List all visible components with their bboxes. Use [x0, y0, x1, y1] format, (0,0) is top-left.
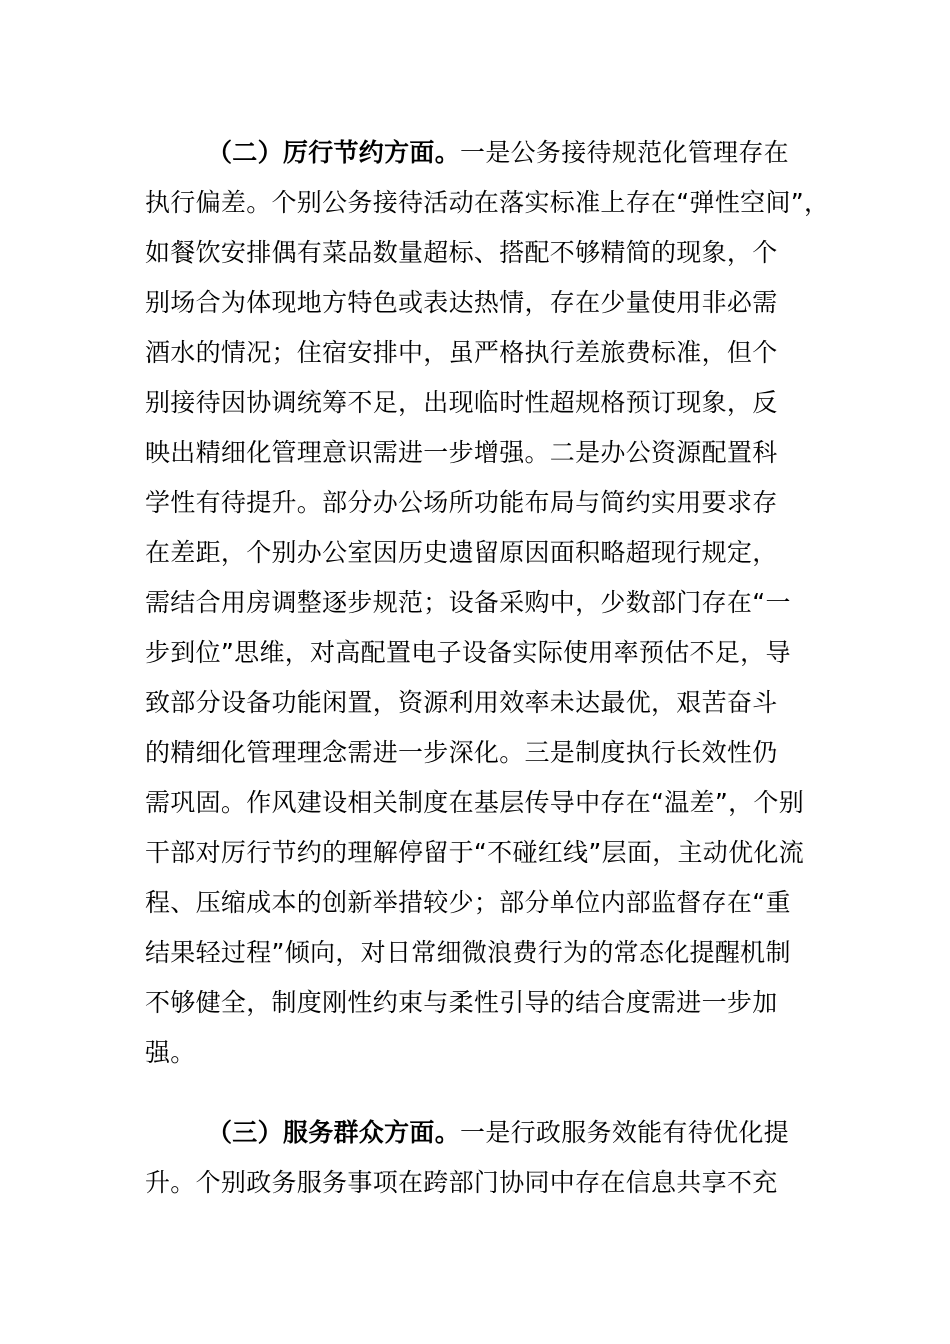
paragraph-line: 映出精细化管理意识需进一步增强。二是办公资源配置科 — [145, 438, 778, 467]
paragraph-line: 需巩固。作风建设相关制度在基层传导中存在“温差”，个别 — [145, 788, 805, 817]
paragraph-text: 一是公务接待规范化管理存在 — [460, 138, 789, 167]
section-service-paragraph — [145, 1108, 805, 1208]
paragraph-line: 步到位”思维，对高配置电子设备实际使用率预估不足，导 — [145, 638, 791, 667]
paragraph-line: 强。 — [145, 1038, 196, 1067]
paragraph-line: 在差距，个别办公室因历史遗留原因面积略超现行规定， — [145, 538, 778, 567]
paragraph-line: 的精细化管理理念需进一步深化。三是制度执行长效性仍 — [145, 738, 778, 767]
paragraph-line: 干部对厉行节约的理解停留于“不碰红线”层面，主动优化流 — [145, 838, 805, 867]
section-frugality-paragraph — [145, 128, 830, 1078]
paragraph-line: 不够健全，制度刚性约束与柔性引导的结合度需进一步加 — [145, 988, 778, 1017]
paragraph-line: 升。个别政务服务事项在跨部门协同中存在信息共享不充 — [145, 1168, 778, 1197]
paragraph-first-line — [145, 128, 805, 178]
paragraph-line: 学性有待提升。部分办公场所功能布局与简约实用要求存 — [145, 488, 778, 517]
section-heading: （二）厉行节约方面。 — [207, 138, 461, 167]
paragraph-text: 一是行政服务效能有待优化提 — [460, 1118, 789, 1147]
paragraph-line: 执行偏差。个别公务接待活动在落实标准上存在“弹性空间”， — [145, 188, 830, 217]
paragraph-line: 需结合用房调整逐步规范；设备采购中，少数部门存在“一 — [145, 588, 791, 617]
paragraph-line: 程、压缩成本的创新举措较少；部分单位内部监督存在“重 — [145, 888, 791, 917]
section-heading: （三）服务群众方面。 — [207, 1118, 461, 1147]
paragraph-line: 致部分设备功能闲置，资源利用效率未达最优，艰苦奋斗 — [145, 688, 778, 717]
paragraph-line: 酒水的情况；住宿安排中，虽严格执行差旅费标准，但个 — [145, 338, 778, 367]
paragraph-first-line — [145, 1108, 805, 1158]
paragraph-line: 别接待因协调统筹不足，出现临时性超规格预订现象，反 — [145, 388, 778, 417]
paragraph-line: 别场合为体现地方特色或表达热情，存在少量使用非必需 — [145, 288, 778, 317]
paragraph-line: 如餐饮安排偶有菜品数量超标、搭配不够精简的现象，个 — [145, 238, 778, 267]
paragraph-line: 结果轻过程”倾向，对日常细微浪费行为的常态化提醒机制 — [145, 938, 791, 967]
